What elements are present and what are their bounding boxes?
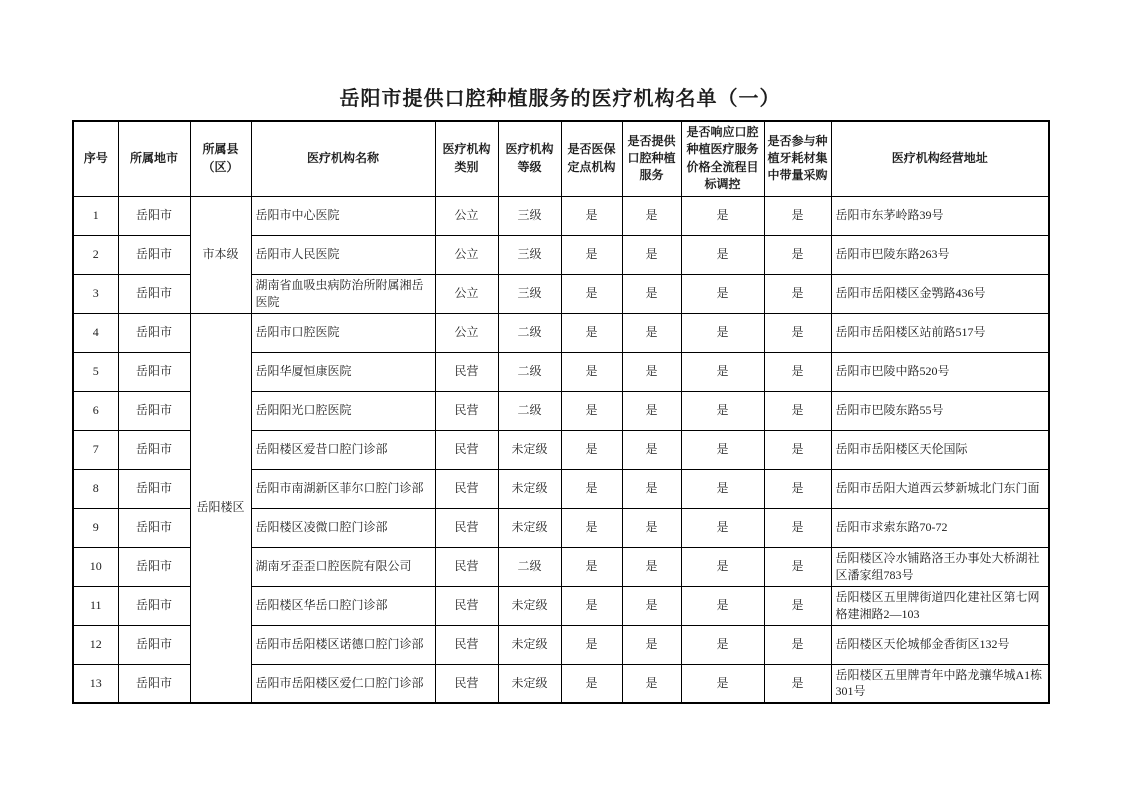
procurement-cell: 是 — [764, 547, 831, 586]
insurance-designated-cell: 是 — [561, 430, 622, 469]
institution-name-cell: 岳阳楼区华岳口腔门诊部 — [251, 586, 435, 625]
level-cell: 未定级 — [498, 430, 561, 469]
category-cell: 民营 — [435, 508, 498, 547]
price-regulation-cell: 是 — [681, 664, 764, 703]
header-row — [73, 121, 1049, 196]
implant-service-cell: 是 — [622, 664, 681, 703]
insurance-designated-cell: 是 — [561, 508, 622, 547]
city-cell: 岳阳市 — [118, 664, 190, 703]
column-header-2: 所属县（区） — [190, 121, 251, 196]
level-cell: 二级 — [498, 352, 561, 391]
column-header-7: 是否提供口腔种植服务 — [622, 121, 681, 196]
address-cell: 岳阳楼区天伦城郁金香街区132号 — [831, 625, 1049, 664]
column-header-5: 医疗机构等级 — [498, 121, 561, 196]
procurement-cell: 是 — [764, 235, 831, 274]
implant-service-cell: 是 — [622, 235, 681, 274]
row-index-cell: 10 — [73, 547, 118, 586]
insurance-designated-cell: 是 — [561, 274, 622, 313]
institution-name-cell: 岳阳华厦恒康医院 — [251, 352, 435, 391]
column-header-3: 医疗机构名称 — [251, 121, 435, 196]
address-cell: 岳阳市岳阳大道西云梦新城北门东门面 — [831, 469, 1049, 508]
implant-service-cell: 是 — [622, 274, 681, 313]
insurance-designated-cell: 是 — [561, 469, 622, 508]
row-index-cell: 2 — [73, 235, 118, 274]
city-cell: 岳阳市 — [118, 469, 190, 508]
procurement-cell: 是 — [764, 625, 831, 664]
column-header-1: 所属地市 — [118, 121, 190, 196]
implant-service-cell: 是 — [622, 547, 681, 586]
level-cell: 未定级 — [498, 508, 561, 547]
institution-name-cell: 岳阳楼区凌微口腔门诊部 — [251, 508, 435, 547]
table-body — [73, 196, 1049, 703]
insurance-designated-cell: 是 — [561, 391, 622, 430]
address-cell: 岳阳楼区五里牌街道四化建社区第七网格建湘路2—103 — [831, 586, 1049, 625]
implant-service-cell: 是 — [622, 508, 681, 547]
insurance-designated-cell: 是 — [561, 196, 622, 235]
category-cell: 公立 — [435, 196, 498, 235]
row-index-cell: 13 — [73, 664, 118, 703]
level-cell: 未定级 — [498, 625, 561, 664]
category-cell: 民营 — [435, 430, 498, 469]
price-regulation-cell: 是 — [681, 235, 764, 274]
insurance-designated-cell: 是 — [561, 625, 622, 664]
address-cell: 岳阳楼区冷水铺路洛王办事处大桥湖社区潘家组783号 — [831, 547, 1049, 586]
table-row — [73, 196, 1049, 235]
address-cell: 岳阳楼区五里牌青年中路龙骧华城A1栋301号 — [831, 664, 1049, 703]
implant-service-cell: 是 — [622, 313, 681, 352]
county-group-cell: 市本级 — [190, 196, 251, 313]
category-cell: 民营 — [435, 547, 498, 586]
address-cell: 岳阳市求索东路70-72 — [831, 508, 1049, 547]
category-cell: 民营 — [435, 469, 498, 508]
column-header-8: 是否响应口腔种植医疗服务价格全流程目标调控 — [681, 121, 764, 196]
city-cell: 岳阳市 — [118, 391, 190, 430]
address-cell: 岳阳市巴陵东路263号 — [831, 235, 1049, 274]
column-header-6: 是否医保定点机构 — [561, 121, 622, 196]
price-regulation-cell: 是 — [681, 352, 764, 391]
procurement-cell: 是 — [764, 313, 831, 352]
row-index-cell: 5 — [73, 352, 118, 391]
price-regulation-cell: 是 — [681, 625, 764, 664]
row-index-cell: 4 — [73, 313, 118, 352]
medical-institutions-table — [72, 120, 1050, 704]
category-cell: 民营 — [435, 391, 498, 430]
row-index-cell: 8 — [73, 469, 118, 508]
row-index-cell: 7 — [73, 430, 118, 469]
city-cell: 岳阳市 — [118, 586, 190, 625]
procurement-cell: 是 — [764, 196, 831, 235]
level-cell: 未定级 — [498, 664, 561, 703]
procurement-cell: 是 — [764, 352, 831, 391]
institution-name-cell: 岳阳市口腔医院 — [251, 313, 435, 352]
city-cell: 岳阳市 — [118, 508, 190, 547]
insurance-designated-cell: 是 — [561, 352, 622, 391]
insurance-designated-cell: 是 — [561, 664, 622, 703]
institution-name-cell: 岳阳市人民医院 — [251, 235, 435, 274]
insurance-designated-cell: 是 — [561, 235, 622, 274]
address-cell: 岳阳市岳阳楼区金鹗路436号 — [831, 274, 1049, 313]
procurement-cell: 是 — [764, 586, 831, 625]
page-title: 岳阳市提供口腔种植服务的医疗机构名单（一） — [339, 88, 781, 110]
level-cell: 二级 — [498, 391, 561, 430]
city-cell: 岳阳市 — [118, 547, 190, 586]
implant-service-cell: 是 — [622, 625, 681, 664]
procurement-cell: 是 — [764, 274, 831, 313]
category-cell: 民营 — [435, 352, 498, 391]
procurement-cell: 是 — [764, 391, 831, 430]
price-regulation-cell: 是 — [681, 430, 764, 469]
column-header-4: 医疗机构类别 — [435, 121, 498, 196]
row-index-cell: 1 — [73, 196, 118, 235]
city-cell: 岳阳市 — [118, 196, 190, 235]
column-header-9: 是否参与种植牙耗材集中带量采购 — [764, 121, 831, 196]
category-cell: 公立 — [435, 274, 498, 313]
address-cell: 岳阳市东茅岭路39号 — [831, 196, 1049, 235]
price-regulation-cell: 是 — [681, 196, 764, 235]
table-header — [73, 121, 1049, 196]
price-regulation-cell: 是 — [681, 469, 764, 508]
level-cell: 二级 — [498, 547, 561, 586]
column-header-0: 序号 — [73, 121, 118, 196]
implant-service-cell: 是 — [622, 196, 681, 235]
category-cell: 公立 — [435, 235, 498, 274]
city-cell: 岳阳市 — [118, 235, 190, 274]
city-cell: 岳阳市 — [118, 625, 190, 664]
row-index-cell: 6 — [73, 391, 118, 430]
row-index-cell: 9 — [73, 508, 118, 547]
procurement-cell: 是 — [764, 508, 831, 547]
price-regulation-cell: 是 — [681, 586, 764, 625]
row-index-cell: 11 — [73, 586, 118, 625]
category-cell: 民营 — [435, 586, 498, 625]
implant-service-cell: 是 — [622, 469, 681, 508]
category-cell: 民营 — [435, 664, 498, 703]
city-cell: 岳阳市 — [118, 274, 190, 313]
insurance-designated-cell: 是 — [561, 313, 622, 352]
row-index-cell: 12 — [73, 625, 118, 664]
category-cell: 民营 — [435, 625, 498, 664]
implant-service-cell: 是 — [622, 352, 681, 391]
price-regulation-cell: 是 — [681, 547, 764, 586]
price-regulation-cell: 是 — [681, 274, 764, 313]
institution-name-cell: 岳阳阳光口腔医院 — [251, 391, 435, 430]
procurement-cell: 是 — [764, 664, 831, 703]
city-cell: 岳阳市 — [118, 352, 190, 391]
institution-name-cell: 岳阳市南湖新区菲尔口腔门诊部 — [251, 469, 435, 508]
level-cell: 未定级 — [498, 469, 561, 508]
row-index-cell: 3 — [73, 274, 118, 313]
institution-name-cell: 岳阳楼区爱昔口腔门诊部 — [251, 430, 435, 469]
institution-name-cell: 岳阳市岳阳楼区诺德口腔门诊部 — [251, 625, 435, 664]
address-cell: 岳阳市岳阳楼区天伦国际 — [831, 430, 1049, 469]
institution-name-cell: 岳阳市中心医院 — [251, 196, 435, 235]
insurance-designated-cell: 是 — [561, 547, 622, 586]
institution-name-cell: 岳阳市岳阳楼区爱仁口腔门诊部 — [251, 664, 435, 703]
category-cell: 公立 — [435, 313, 498, 352]
column-header-10: 医疗机构经营地址 — [831, 121, 1049, 196]
city-cell: 岳阳市 — [118, 430, 190, 469]
implant-service-cell: 是 — [622, 430, 681, 469]
price-regulation-cell: 是 — [681, 391, 764, 430]
procurement-cell: 是 — [764, 430, 831, 469]
level-cell: 三级 — [498, 196, 561, 235]
price-regulation-cell: 是 — [681, 313, 764, 352]
level-cell: 未定级 — [498, 586, 561, 625]
city-cell: 岳阳市 — [118, 313, 190, 352]
address-cell: 岳阳市巴陵东路55号 — [831, 391, 1049, 430]
implant-service-cell: 是 — [622, 586, 681, 625]
address-cell: 岳阳市岳阳楼区站前路517号 — [831, 313, 1049, 352]
level-cell: 三级 — [498, 274, 561, 313]
procurement-cell: 是 — [764, 469, 831, 508]
implant-service-cell: 是 — [622, 391, 681, 430]
level-cell: 二级 — [498, 313, 561, 352]
institution-name-cell: 湖南牙歪歪口腔医院有限公司 — [251, 547, 435, 586]
county-group-cell: 岳阳楼区 — [190, 313, 251, 703]
insurance-designated-cell: 是 — [561, 586, 622, 625]
table-row — [73, 313, 1049, 352]
address-cell: 岳阳市巴陵中路520号 — [831, 352, 1049, 391]
institution-name-cell: 湖南省血吸虫病防治所附属湘岳医院 — [251, 274, 435, 313]
price-regulation-cell: 是 — [681, 508, 764, 547]
level-cell: 三级 — [498, 235, 561, 274]
